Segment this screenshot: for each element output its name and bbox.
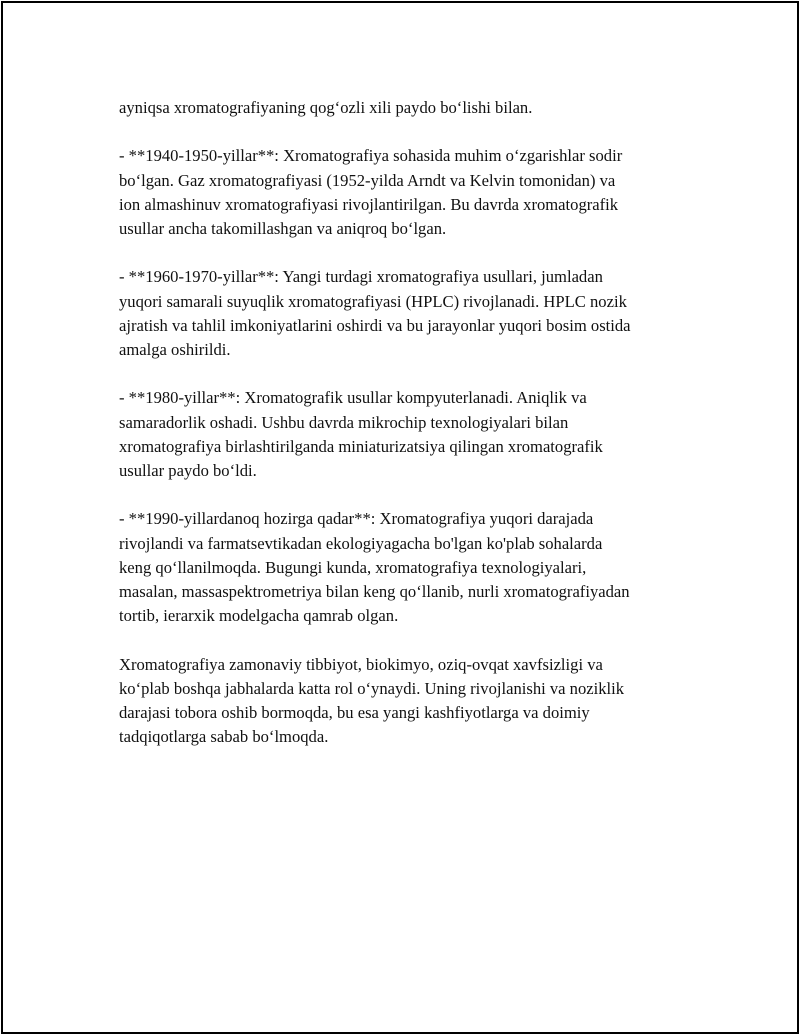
paragraph-1980: - **1980-yillar**: Xromatografik usullar kompyuterlanadi. Aniqlik va samaradorlik oshadi. Ushbu davrda mikrochip texnologiyalari bilan xromatografiya birlashtirilganda miniaturizatsiya qilingan xromatografik usullar paydo bo‘ldi. bbox=[119, 388, 603, 480]
paragraph-intro-continuation: ayniqsa xromatografiyaning qog‘ozli xili paydo bo‘lishi bilan. bbox=[119, 98, 533, 117]
paragraph-1990-present: - **1990-yillardanoq hozirga qadar**: Xromatografiya yuqori darajada rivojlandi va farmatsevtikadan ekologiyagacha bo'lgan ko'plab sohalarda keng qo‘llanilmoqda. Bugungi kunda, xromatografiya texnologiyalari, masalan, massaspektrometriya bilan keng qo‘llanib, nurli xromatografiyadan tortib, ierarxik modelgacha qamrab olgan. bbox=[119, 509, 630, 626]
paragraph-1940-1950: - **1940-1950-yillar**: Xromatografiya sohasida muhim o‘zgarishlar sodir bo‘lgan. Gaz xromatografiyasi (1952-yilda Arndt va Kelvin tomonidan) va ion almashinuv xromatografiyasi rivojlantirilgan. Bu davrda xromatografik usullar ancha takomillashgan va aniqroq bo‘lgan. bbox=[119, 146, 623, 238]
paragraph-conclusion: Xromatografiya zamonaviy tibbiyot, biokimyo, oziq-ovqat xavfsizligi va ko‘plab boshqa jabhalarda katta rol o‘ynaydi. Uning rivojlanishi va noziklik darajasi tobora oshib bormoqda, bu esa yangi kashfiyotlarga va doimiy tadqiqotlarga sabab bo‘lmoqda. bbox=[119, 654, 625, 747]
paragraph-1960-1970: - **1960-1970-yillar**: Yangi turdagi xromatografiya usullari, jumladan yuqori samarali suyuqlik xromatografiyasi (HPLC) rivojlanadi. HPLC nozik ajratish va tahlil imkoniyatlarini oshirdi va bu jarayonlar yuqori bosim ostida amalga oshirildi. bbox=[119, 267, 631, 359]
document-body bbox=[119, 96, 699, 749]
document-page bbox=[1, 1, 799, 1034]
